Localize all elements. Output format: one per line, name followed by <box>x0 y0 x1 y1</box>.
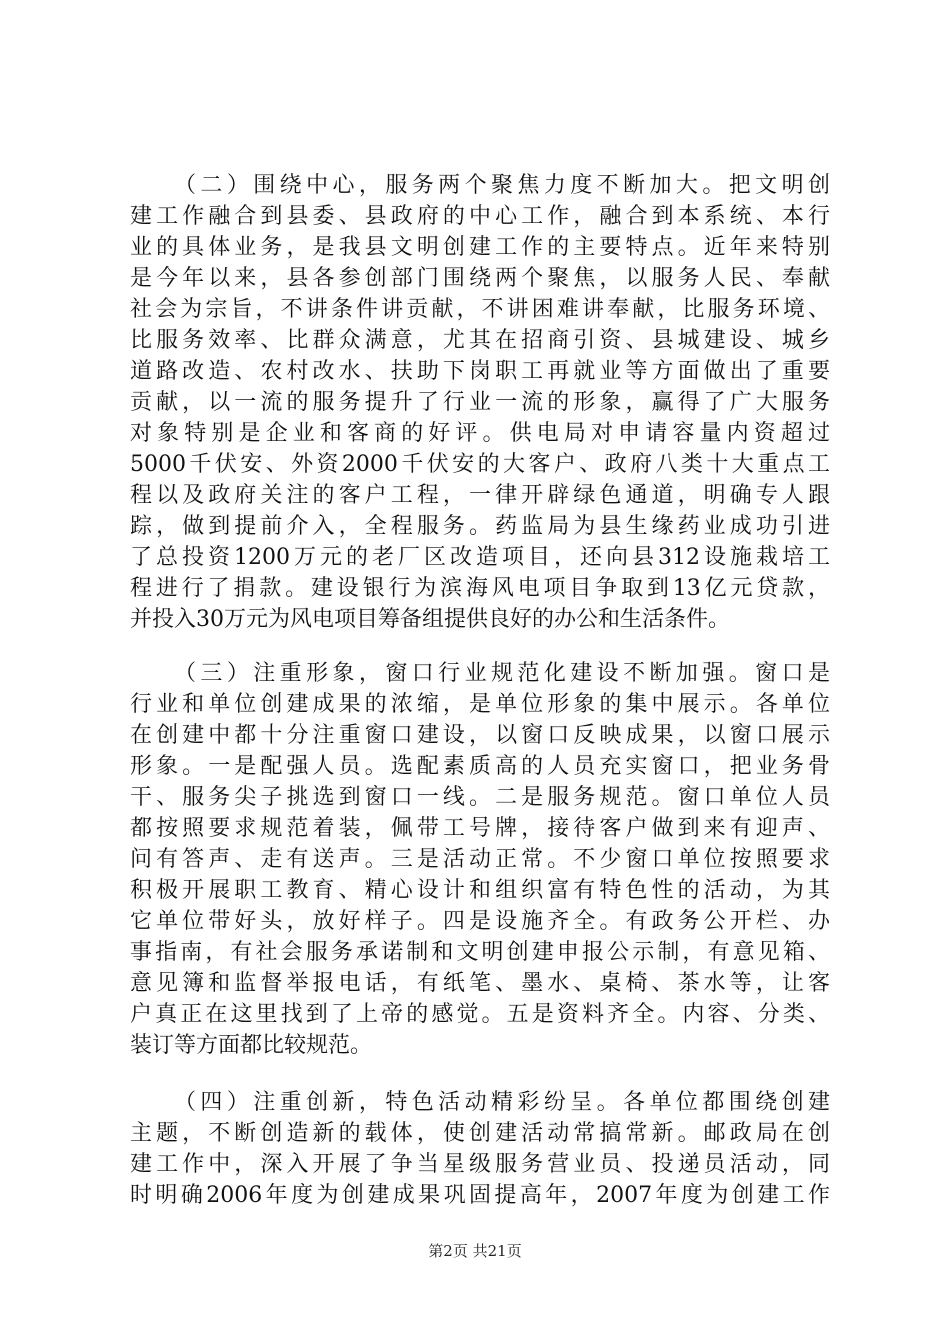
paragraph-line: 5000千伏安、外资2000千伏安的大客户、政府八类十大重点工 <box>130 452 830 477</box>
paragraph-line: 主题，不断创造新的载体，使创建活动常搞常新。邮政局在创 <box>130 1121 830 1146</box>
paragraph-line: （三）注重形象，窗口行业规范化建设不断加强。窗口是 <box>174 661 830 686</box>
paragraph-line: 是今年以来，县各参创部门围绕两个聚焦，以服务人民、奉献 <box>130 266 830 291</box>
page-number-label: 第2页 共21页 <box>428 1242 522 1260</box>
paragraph-line: 意见簿和监督举报电话，有纸笔、墨水、桌椅、茶水等，让客 <box>130 971 830 996</box>
paragraph-section-2 <box>130 170 830 635</box>
paragraph-line: （四）注重创新，特色活动精彩纷呈。各单位都围绕创建 <box>174 1090 830 1115</box>
paragraph-line: 比服务效率、比群众满意，尤其在招商引资、县城建设、城乡 <box>130 328 830 353</box>
paragraph-line: 踪，做到提前介入，全程服务。药监局为县生缘药业成功引进 <box>130 514 830 539</box>
paragraph-line: 程以及政府关注的客户工程，一律开辟绿色通道，明确专人跟 <box>130 483 830 508</box>
paragraph-line: 时明确2006年度为创建成果巩固提高年，2007年度为创建工作 <box>130 1183 830 1208</box>
paragraph-line: 都按照要求规范着装，佩带工号牌，接待客户做到来有迎声、 <box>130 816 830 841</box>
paragraph-line: 并投入30万元为风电项目筹备组提供良好的办公和生活条件。 <box>130 607 730 632</box>
paragraph-line: 装订等方面都比较规范。 <box>130 1033 373 1058</box>
page-footer <box>0 1241 950 1261</box>
paragraph-line: 对象特别是企业和客商的好评。供电局对申请容量内资超过 <box>130 421 830 446</box>
paragraph-line: 它单位带好头，放好样子。四是设施齐全。有政务公开栏、办 <box>130 909 830 934</box>
paragraph-line: 形象。一是配强人员。选配素质高的人员充实窗口，把业务骨 <box>130 754 830 779</box>
paragraph-section-4 <box>130 1087 830 1211</box>
paragraph-line: 积极开展职工教育、精心设计和组织富有特色性的活动，为其 <box>130 878 830 903</box>
paragraph-line: （二）围绕中心，服务两个聚焦力度不断加大。把文明创 <box>174 173 830 198</box>
paragraph-line: 在创建中都十分注重窗口建设，以窗口反映成果，以窗口展示 <box>130 723 830 748</box>
paragraph-line: 行业和单位创建成果的浓缩，是单位形象的集中展示。各单位 <box>130 692 830 717</box>
paragraph-line: 建工作融合到县委、县政府的中心工作，融合到本系统、本行 <box>130 204 830 229</box>
paragraph-line: 问有答声、走有送声。三是活动正常。不少窗口单位按照要求 <box>130 847 830 872</box>
paragraph-line: 业的具体业务，是我县文明创建工作的主要特点。近年来特别 <box>130 235 830 260</box>
paragraph-line: 干、服务尖子挑选到窗口一线。二是服务规范。窗口单位人员 <box>130 785 830 810</box>
paragraph-line: 建工作中，深入开展了争当星级服务营业员、投递员活动，同 <box>130 1152 830 1177</box>
paragraph-line: 事指南，有社会服务承诺制和文明创建申报公示制，有意见箱、 <box>130 940 830 965</box>
paragraph-line: 了总投资1200万元的老厂区改造项目，还向县312设施栽培工 <box>130 545 830 570</box>
paragraph-line: 户真正在这里找到了上帝的感觉。五是资料齐全。内容、分类、 <box>130 1002 830 1027</box>
paragraph-line: 程进行了捐款。建设银行为滨海风电项目争取到13亿元贷款， <box>130 576 830 601</box>
paragraph-line: 社会为宗旨，不讲条件讲贡献，不讲困难讲奉献，比服务环境、 <box>130 297 830 322</box>
paragraph-section-3 <box>130 658 830 1061</box>
paragraph-line: 贡献，以一流的服务提升了行业一流的形象，赢得了广大服务 <box>130 390 830 415</box>
paragraph-line: 道路改造、农村改水、扶助下岗职工再就业等方面做出了重要 <box>130 359 830 384</box>
